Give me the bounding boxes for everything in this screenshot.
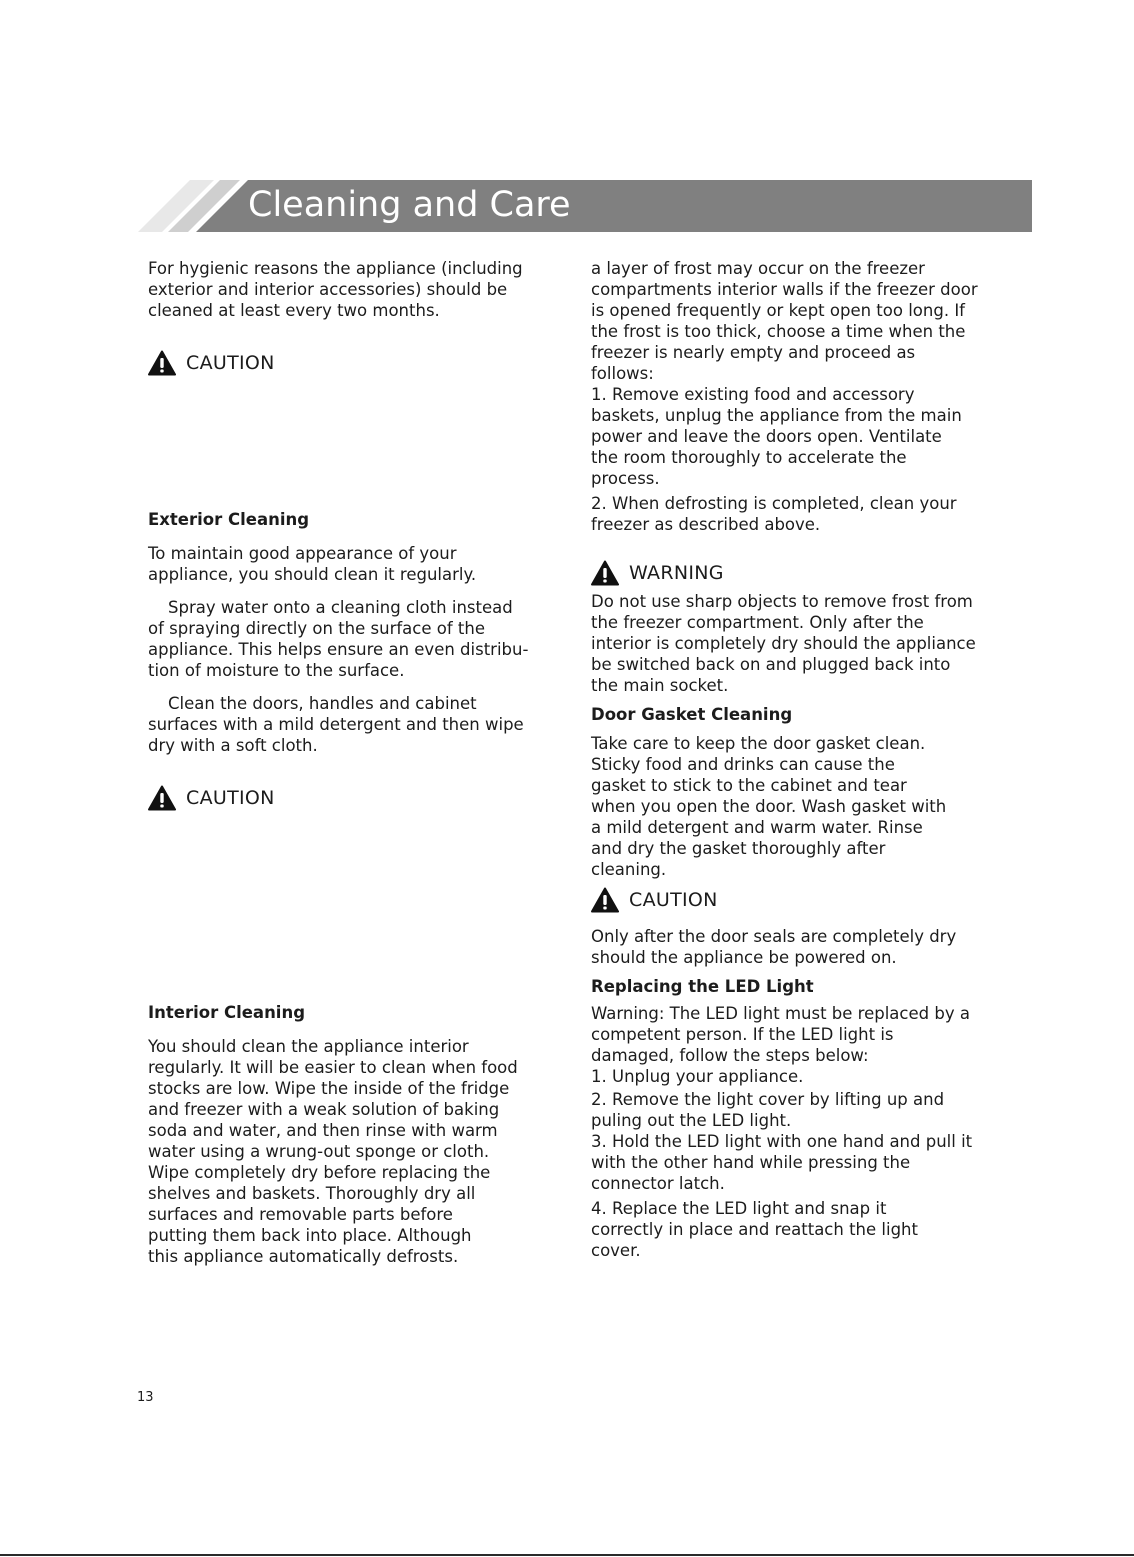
- caution-label-2: CAUTION: [186, 786, 275, 809]
- door-gasket-paragraph: Take care to keep the door gasket clean. Sticky food and drinks can cause the gasket to stick to the cabinet and tear when you open the door. Wash gasket with a mild detergent and warm water. Rinse and dry the gasket thoroughly after cleaning.: [591, 734, 947, 879]
- exterior-cleaning-heading: Exterior Cleaning: [148, 510, 310, 529]
- led-step-4: 4. Replace the LED light and snap it correctly in place and reattach the light cover.: [591, 1199, 918, 1260]
- exterior-paragraph-1: To maintain good appearance of your appliance, you should clean it regularly.: [148, 544, 477, 584]
- right-column: [591, 258, 996, 1261]
- door-gasket-heading: Door Gasket Cleaning: [591, 705, 793, 724]
- page-title: Cleaning and Care: [248, 185, 571, 225]
- warning-triangle-icon: [591, 560, 619, 586]
- warning-triangle-icon: [148, 350, 176, 376]
- title-banner: [138, 180, 1032, 232]
- warning-paragraph: Do not use sharp objects to remove frost from the freezer compartment. Only after the interior is completely dry should the appliance be switched back on and plugged back into the main socket.: [591, 592, 976, 695]
- led-light-heading: Replacing the LED Light: [591, 977, 814, 996]
- warning-triangle-icon: [591, 887, 619, 913]
- caution-label-3: CAUTION: [629, 888, 718, 911]
- warning-notice: [591, 559, 996, 587]
- caution-notice-3: [591, 886, 996, 914]
- led-step-1: 1. Unplug your appliance.: [591, 1067, 804, 1086]
- frost-step-2: 2. When defrosting is completed, clean your freezer as described above.: [591, 494, 957, 534]
- exterior-paragraph-2: Spray water onto a cleaning cloth instead of spraying directly on the surface of the appliance. This helps ensure an even distribu- tion of moisture to the surface.: [148, 598, 529, 680]
- frost-step-1: 1. Remove existing food and accessory baskets, unplug the appliance from the main power and leave the doors open. Ventilate the room thoroughly to accelerate the process.: [591, 385, 962, 488]
- warning-triangle-icon: [148, 785, 176, 811]
- warning-label: WARNING: [629, 561, 724, 584]
- caution-label-1: CAUTION: [186, 351, 275, 374]
- caution-3-paragraph: Only after the door seals are completely dry should the appliance be powered on.: [591, 927, 957, 967]
- led-paragraph: Warning: The LED light must be replaced by a competent person. If the LED light is damaged, follow the steps below:: [591, 1004, 970, 1065]
- led-step-2: 2. Remove the light cover by lifting up and puling out the LED light.: [591, 1090, 945, 1130]
- caution-notice-1: [148, 349, 548, 377]
- caution-notice-2: [148, 784, 548, 812]
- interior-paragraph: You should clean the appliance interior regularly. It will be easier to clean when food stocks are low. Wipe the inside of the fridge and freezer with a weak solution of baking soda and water, and then rinse with warm water using a wrung-out sponge or cloth. Wipe completely dry before replacing the shelves and baskets. Thoroughly dry all surfaces and removable parts before putting them back into place. Although this appliance automatically defrosts.: [148, 1037, 518, 1266]
- bottom-rule: [0, 1554, 1134, 1556]
- left-column: [148, 258, 548, 1267]
- page-number: 13: [137, 1390, 154, 1405]
- exterior-paragraph-3: Clean the doors, handles and cabinet surfaces with a mild detergent and then wipe dry with a soft cloth.: [148, 694, 524, 755]
- interior-cleaning-heading: Interior Cleaning: [148, 1003, 306, 1022]
- led-step-3: 3. Hold the LED light with one hand and pull it with the other hand while pressing the connector latch.: [591, 1132, 973, 1193]
- intro-paragraph: For hygienic reasons the appliance (including exterior and interior accessories) should be cleaned at least every two months.: [148, 259, 523, 320]
- frost-paragraph: a layer of frost may occur on the freezer compartments interior walls if the freezer door is opened frequently or kept open too long. If the frost is too thick, choose a time when the freezer is nearly empty and proceed as follows:: [591, 259, 978, 383]
